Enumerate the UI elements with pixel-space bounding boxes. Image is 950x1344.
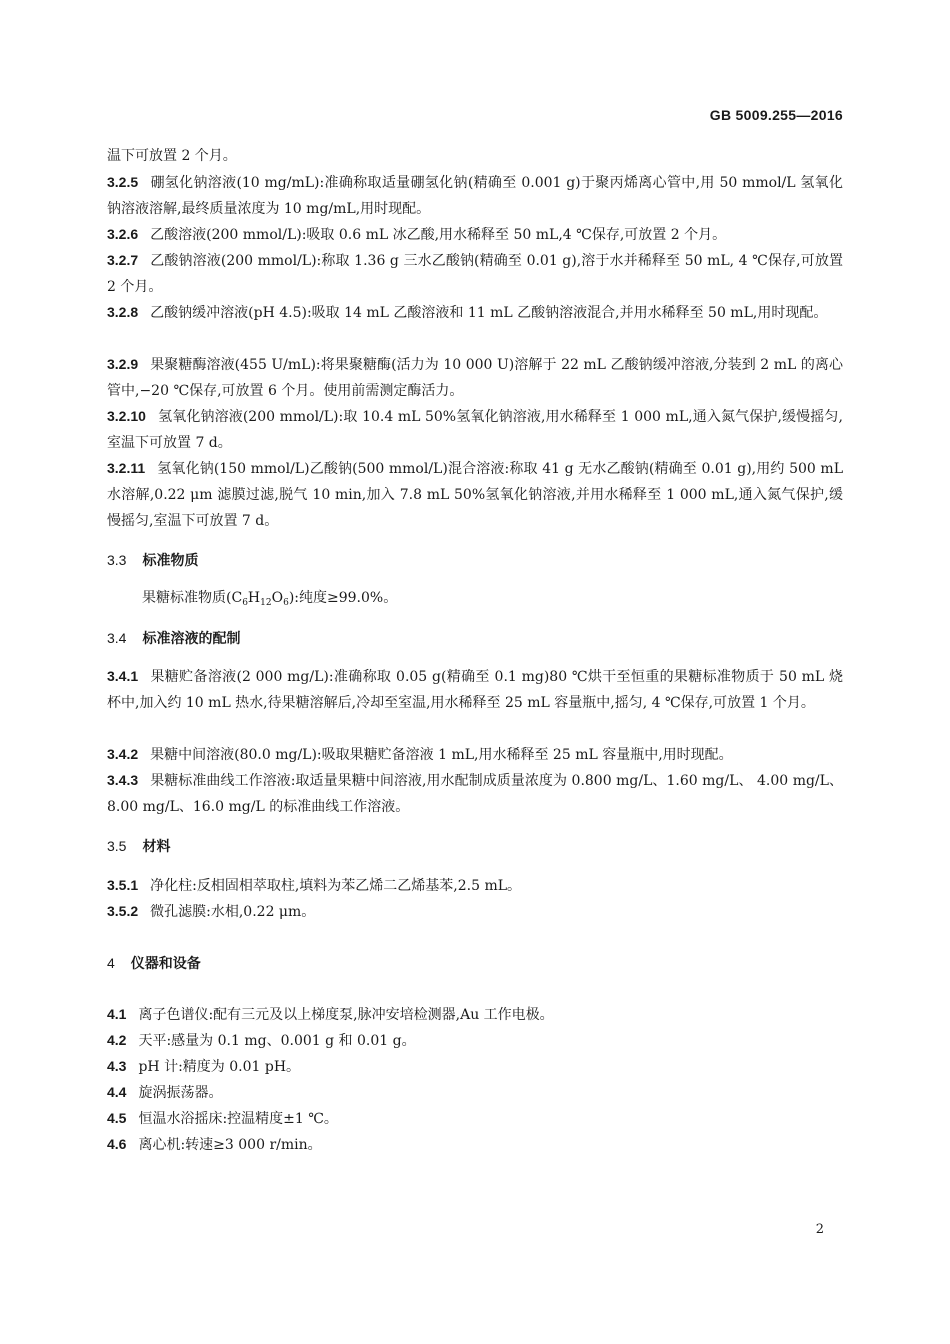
clause-number: 3.4.3 [107,772,139,788]
page-number: 2 [815,1222,824,1237]
clause-4-4 [107,1079,843,1106]
clause-3-5-2 [107,898,843,925]
clause-number: 4.1 [107,1006,127,1022]
clause-number: 3.2.8 [107,304,139,320]
clause-text: 乙酸钠溶液(200 mmol/L):称取 1.36 g 三水乙酸钠(精确至 0.01 g),溶于水并稀释至 50 mL, 4 ℃保存,可放置 2 个月。 [107,253,843,295]
clause-number: 3.5.2 [107,903,139,919]
clause-number: 4.4 [107,1084,127,1100]
clause-text: 乙酸钠缓冲溶液(pH 4.5):吸取 14 mL 乙酸溶液和 11 mL 乙酸钠溶液混合,并用水稀释至 50 mL,用时现配。 [150,305,828,321]
clause-number: 3.2.7 [107,252,139,268]
clause-3-2-6 [107,221,843,248]
clause-number: 4.5 [107,1110,127,1126]
clause-text: 旋涡振荡器。 [138,1085,223,1101]
clause-number: 4.2 [107,1032,127,1048]
section-title: 标准物质 [142,553,199,569]
clause-text: 乙酸溶液(200 mmol/L):吸取 0.6 mL 冰乙酸,用水稀释至 50 mL,4 ℃保存,可放置 2 个月。 [150,227,727,243]
clause-number: 3.2.10 [107,408,146,424]
clause-4-5 [107,1105,843,1132]
standard-number: GB 5009.255—2016 [709,107,843,123]
clause-text: 氢氧化钠溶液(200 mmol/L):取 10.4 mL 50%氢氧化钠溶液,用水稀释至 1 000 mL,通入氮气保护,缓慢摇匀,室温下可放置 7 d。 [107,409,843,451]
clause-text: 果糖中间溶液(80.0 mg/L):吸取果糖贮备溶液 1 mL,用水稀释至 25 mL 容量瓶中,用时现配。 [150,747,733,763]
clause-text: 氢氧化钠(150 mmol/L)乙酸钠(500 mmol/L)混合溶液:称取 41 g 无水乙酸钠(精确至 0.01 g),用约 500 mL 水溶解,0.22 μm 滤膜过滤,脱气 10 min,加入 7.8 mL 50%氢氧化钠溶液,并用水稀释至 1 000 mL,通入氮气保护,缓慢摇匀,室温下可放置 7 d。 [107,461,843,529]
section-number: 4 [107,955,115,971]
clause-number: 3.4.1 [107,668,139,684]
clause-4-1 [107,1001,843,1028]
clause-text: 果糖贮备溶液(2 000 mg/L):准确称取 0.05 g(精确至 0.1 mg)80 ℃烘干至恒重的果糖标准物质于 50 mL 烧杯中,加入约 10 mL 热水,待果糖溶解后,冷却至室温,用水稀释至 25 mL 容量瓶中,摇匀, 4 ℃保存,可放置 1 个月。 [107,669,843,711]
section-heading-3-5 [107,833,170,860]
clause-text: 离子色谱仪:配有三元及以上梯度泵,脉冲安培检测器,Au 工作电极。 [138,1007,554,1023]
clause-text: 恒温水浴摇床:控温精度±1 ℃。 [138,1111,338,1127]
section-heading-3-4 [107,625,240,652]
section-heading-4 [107,950,201,977]
clause-3-2-7 [107,247,843,300]
clause-number: 3.4.2 [107,746,139,762]
clause-number: 3.2.11 [107,460,146,476]
clause-number: 3.5.1 [107,877,139,893]
section-number: 3.5 [107,838,127,854]
section-title: 标准溶液的配制 [142,631,241,647]
clause-text: 天平:感量为 0.1 mg、0.001 g 和 0.01 g。 [138,1033,416,1049]
clause-number: 3.2.9 [107,356,139,372]
clause-text: 果糖标准曲线工作溶液:取适量果糖中间溶液,用水配制成质量浓度为 0.800 mg/L、1.60 mg/L、 4.00 mg/L、8.00 mg/L、16.0 mg/L 的标准曲线工作溶液。 [107,773,843,815]
clause-text: 微孔滤膜:水相,0.22 μm。 [150,904,316,920]
reference-material-text: 果糖标准物质$(C_6H_{12}O_6)$:纯度≥99.0%。 [142,590,398,608]
clause-3-4-1 [107,663,843,716]
section-number: 3.3 [107,552,127,568]
clause-text: pH 计:精度为 0.01 pH。 [138,1059,301,1075]
clause-3-5-1 [107,872,843,899]
clause-4-2 [107,1027,843,1054]
section-title: 材料 [142,839,171,855]
clause-4-3 [107,1053,843,1080]
section-number: 3.4 [107,630,127,646]
clause-text: 离心机:转速≥3 000 r/min。 [138,1137,322,1153]
clause-3-4-3 [107,767,843,820]
clause-text: 果聚糖酶溶液(455 U/mL):将果聚糖酶(活力为 10 000 U)溶解于 22 mL 乙酸钠缓冲溶液,分装到 2 mL 的离心管中,−20 ℃保存,可放置 6 个月。使用前需测定酶活力。 [107,357,843,399]
clause-number: 4.6 [107,1136,127,1152]
clause-number: 4.3 [107,1058,127,1074]
section-title: 仪器和设备 [130,956,201,972]
paragraph-continuation: 温下可放置 2 个月。 [107,148,237,164]
clause-text: 硼氢化钠溶液(10 mg/mL):准确称取适量硼氢化钠(精确至 0.001 g)于聚丙烯离心管中,用 50 mmol/L 氢氧化钠溶液溶解,最终质量浓度为 10 mg/mL,用时现配。 [107,175,843,217]
section-heading-3-3 [107,547,198,574]
clause-3-2-11 [107,455,843,534]
clause-3-4-2 [107,741,843,768]
clause-number: 3.2.5 [107,174,139,190]
clause-number: 3.2.6 [107,226,139,242]
clause-text: 净化柱:反相固相萃取柱,填料为苯乙烯二乙烯基苯,2.5 mL。 [150,878,522,894]
clause-3-2-9 [107,351,843,404]
clause-3-2-8 [107,299,843,326]
clause-3-2-10 [107,403,843,456]
clause-3-2-5 [107,169,843,222]
clause-4-6 [107,1131,843,1158]
